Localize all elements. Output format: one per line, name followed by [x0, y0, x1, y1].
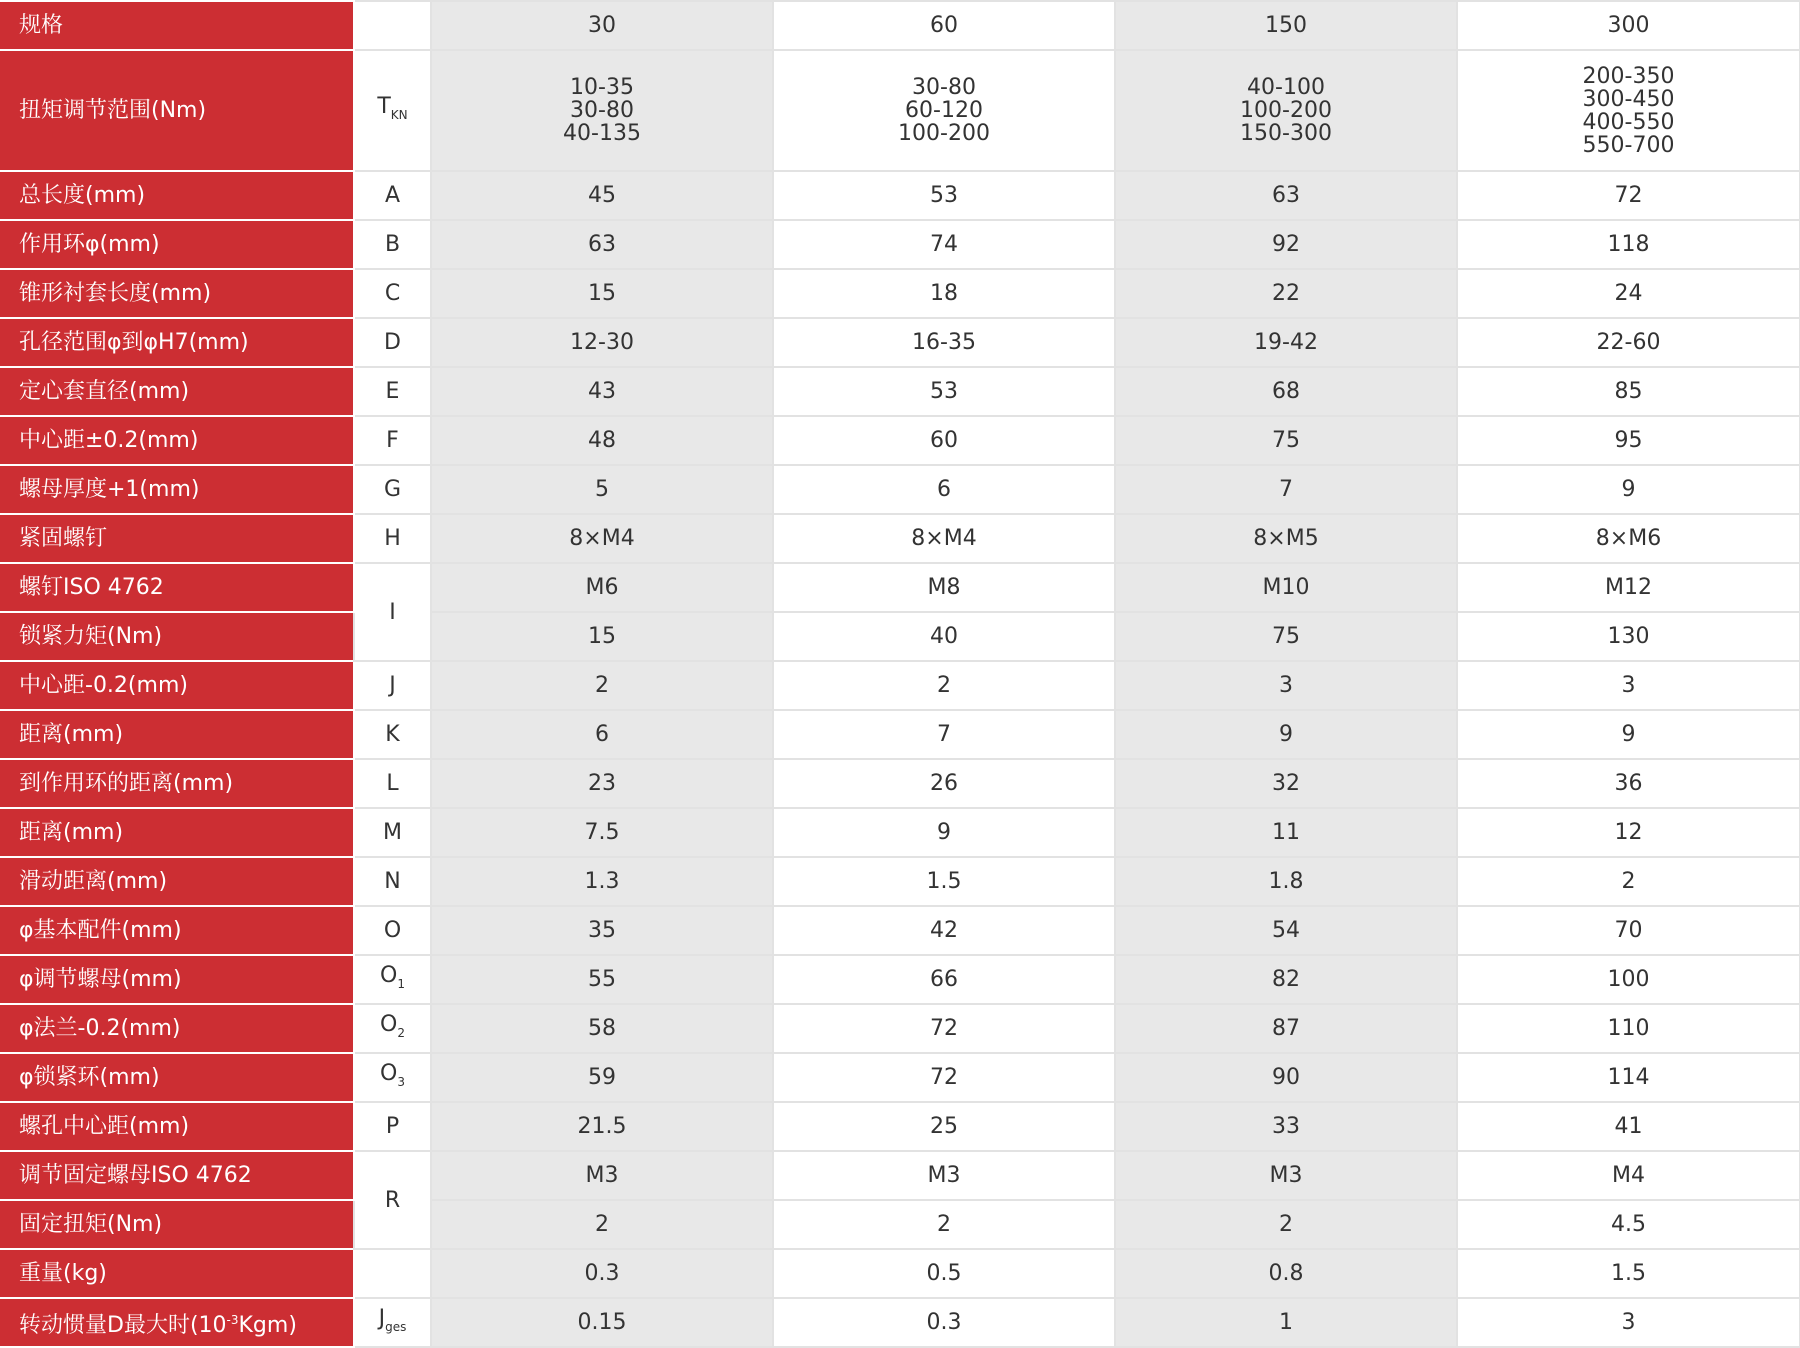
symbol-subscript: ges	[385, 1319, 407, 1334]
value-cell: 25	[773, 1102, 1115, 1151]
symbol-cell: P	[354, 1102, 431, 1151]
symbol-cell: A	[354, 171, 431, 220]
table-row	[0, 1151, 1800, 1200]
table-row	[0, 1102, 1800, 1151]
size-header: 60	[773, 1, 1115, 50]
symbol-cell: K	[354, 710, 431, 759]
symbol-cell: F	[354, 416, 431, 465]
table-row	[0, 612, 1800, 661]
table-row	[0, 710, 1800, 759]
value-cell: 85	[1457, 367, 1800, 416]
symbol-subscript: 2	[397, 1025, 405, 1040]
value-cell: 18	[773, 269, 1115, 318]
value-cell: 24	[1457, 269, 1800, 318]
range-line: 550-700	[1582, 132, 1675, 158]
row-label: 距离(mm)	[0, 710, 354, 759]
symbol-main: T	[377, 93, 391, 119]
value-cell: 7	[773, 710, 1115, 759]
symbol-cell: C	[354, 269, 431, 318]
value-cell: 12-30	[431, 318, 773, 367]
row-label: 中心距-0.2(mm)	[0, 661, 354, 710]
row-label: 定心套直径(mm)	[0, 367, 354, 416]
range-line: 300-450	[1582, 86, 1675, 112]
symbol-cell: G	[354, 465, 431, 514]
table-row	[0, 416, 1800, 465]
row-label: 螺孔中心距(mm)	[0, 1102, 354, 1151]
value-cell	[773, 50, 1115, 171]
table-row	[0, 318, 1800, 367]
symbol-cell: I	[354, 563, 431, 661]
value-cell: 100	[1457, 955, 1800, 1004]
table-row	[0, 808, 1800, 857]
value-cell: 2	[773, 1200, 1115, 1249]
table-row	[0, 1249, 1800, 1298]
value-cell: 43	[431, 367, 773, 416]
range-line: 200-350	[1582, 63, 1675, 89]
value-cell: 3	[1457, 1298, 1800, 1347]
value-cell: 95	[1457, 416, 1800, 465]
label-superscript: -3	[226, 1312, 239, 1327]
row-label: 锁紧力矩(Nm)	[0, 612, 354, 661]
label-text: Kgm)	[238, 1312, 297, 1338]
value-cell: 8×M4	[773, 514, 1115, 563]
row-label: 扭矩调节范围(Nm)	[0, 50, 354, 171]
symbol-subscript: 3	[397, 1074, 405, 1089]
value-cell: 0.3	[773, 1298, 1115, 1347]
value-cell: 15	[431, 269, 773, 318]
row-label: 滑动距离(mm)	[0, 857, 354, 906]
value-cell: 72	[773, 1053, 1115, 1102]
range-line: 150-300	[1240, 121, 1332, 146]
value-cell: 55	[431, 955, 773, 1004]
value-cell: 2	[431, 661, 773, 710]
value-cell: 6	[773, 465, 1115, 514]
range-line: 40-135	[563, 121, 641, 146]
value-cell: 40	[773, 612, 1115, 661]
value-cell: 26	[773, 759, 1115, 808]
table-row	[0, 514, 1800, 563]
symbol-cell	[354, 1053, 431, 1102]
table-row	[0, 857, 1800, 906]
value-cell: 12	[1457, 808, 1800, 857]
value-cell: 22-60	[1457, 318, 1800, 367]
table-row	[0, 465, 1800, 514]
value-cell: 16-35	[773, 318, 1115, 367]
symbol-cell: R	[354, 1151, 431, 1249]
range-line: 40-100	[1247, 75, 1325, 100]
value-cell: 7	[1115, 465, 1457, 514]
value-cell: 7.5	[431, 808, 773, 857]
size-header: 150	[1115, 1, 1457, 50]
row-label: 距离(mm)	[0, 808, 354, 857]
row-label: φ调节螺母(mm)	[0, 955, 354, 1004]
row-label: 孔径范围φ到φH7(mm)	[0, 318, 354, 367]
value-cell: 22	[1115, 269, 1457, 318]
value-cell: 0.5	[773, 1249, 1115, 1298]
symbol-main: O	[380, 1011, 398, 1037]
symbol-cell: N	[354, 857, 431, 906]
value-cell: 87	[1115, 1004, 1457, 1053]
value-cell: 1	[1115, 1298, 1457, 1347]
value-cell: 118	[1457, 220, 1800, 269]
symbol-cell	[354, 1, 431, 50]
value-cell: 54	[1115, 906, 1457, 955]
value-cell: 9	[1115, 710, 1457, 759]
value-cell: 70	[1457, 906, 1800, 955]
symbol-cell: O	[354, 906, 431, 955]
value-cell: M12	[1457, 563, 1800, 612]
value-cell: 58	[431, 1004, 773, 1053]
value-cell: 0.15	[431, 1298, 773, 1347]
value-cell: 4.5	[1457, 1200, 1800, 1249]
value-cell: M10	[1115, 563, 1457, 612]
table-row	[0, 759, 1800, 808]
row-label: 规格	[0, 1, 354, 50]
symbol-cell	[354, 955, 431, 1004]
value-cell: 59	[431, 1053, 773, 1102]
table-row	[0, 269, 1800, 318]
table-row	[0, 955, 1800, 1004]
value-cell: 32	[1115, 759, 1457, 808]
value-cell: 9	[773, 808, 1115, 857]
symbol-cell	[354, 1249, 431, 1298]
table-row	[0, 1004, 1800, 1053]
value-cell: 36	[1457, 759, 1800, 808]
value-cell: 19-42	[1115, 318, 1457, 367]
value-cell: M3	[773, 1151, 1115, 1200]
table-row	[0, 1200, 1800, 1249]
value-cell: 2	[431, 1200, 773, 1249]
size-header: 300	[1457, 1, 1800, 50]
range-line: 10-35	[570, 75, 634, 100]
range-line: 100-200	[1240, 98, 1332, 123]
value-cell: 66	[773, 955, 1115, 1004]
value-cell: 72	[773, 1004, 1115, 1053]
value-cell: 1.5	[1457, 1249, 1800, 1298]
range-line: 100-200	[898, 121, 990, 146]
row-label: φ法兰-0.2(mm)	[0, 1004, 354, 1053]
symbol-subscript: 1	[397, 976, 405, 991]
value-cell: M4	[1457, 1151, 1800, 1200]
value-cell: 92	[1115, 220, 1457, 269]
value-cell: 130	[1457, 612, 1800, 661]
value-cell: 75	[1115, 416, 1457, 465]
label-text: 转动惯量D最大时(10	[19, 1312, 227, 1338]
symbol-cell	[354, 50, 431, 171]
range-line: 60-120	[905, 98, 983, 123]
symbol-cell: B	[354, 220, 431, 269]
range-line: 30-80	[570, 98, 634, 123]
value-cell	[1457, 50, 1800, 171]
table-row	[0, 367, 1800, 416]
row-label: 螺钉ISO 4762	[0, 563, 354, 612]
value-cell: 53	[773, 171, 1115, 220]
symbol-cell: D	[354, 318, 431, 367]
value-cell: 60	[773, 416, 1115, 465]
value-cell: 82	[1115, 955, 1457, 1004]
value-cell: 74	[773, 220, 1115, 269]
symbol-cell: J	[354, 661, 431, 710]
value-cell: 1.3	[431, 857, 773, 906]
table-row	[0, 661, 1800, 710]
table-row	[0, 563, 1800, 612]
value-cell: 90	[1115, 1053, 1457, 1102]
value-cell: M8	[773, 563, 1115, 612]
table-row	[0, 1298, 1800, 1347]
value-cell: 3	[1457, 661, 1800, 710]
value-cell: 8×M5	[1115, 514, 1457, 563]
symbol-main: O	[380, 962, 398, 988]
symbol-main: O	[380, 1060, 398, 1086]
symbol-main: J	[378, 1305, 386, 1331]
value-cell: 63	[1115, 171, 1457, 220]
value-cell: 35	[431, 906, 773, 955]
value-cell: 1.8	[1115, 857, 1457, 906]
value-cell: M3	[431, 1151, 773, 1200]
table-row	[0, 50, 1800, 171]
value-cell: 8×M4	[431, 514, 773, 563]
value-cell: 75	[1115, 612, 1457, 661]
value-cell: 2	[773, 661, 1115, 710]
value-cell: 45	[431, 171, 773, 220]
value-cell: 33	[1115, 1102, 1457, 1151]
value-cell: 5	[431, 465, 773, 514]
value-cell	[431, 50, 773, 171]
table-row	[0, 171, 1800, 220]
value-cell: 48	[431, 416, 773, 465]
row-label: 螺母厚度+1(mm)	[0, 465, 354, 514]
row-label: 重量(kg)	[0, 1249, 354, 1298]
value-cell: 23	[431, 759, 773, 808]
value-cell: 2	[1457, 857, 1800, 906]
row-label: 作用环φ(mm)	[0, 220, 354, 269]
value-cell: 41	[1457, 1102, 1800, 1151]
value-cell: 2	[1115, 1200, 1457, 1249]
value-cell: 15	[431, 612, 773, 661]
range-line: 30-80	[912, 75, 976, 100]
value-cell: 42	[773, 906, 1115, 955]
row-label	[0, 1298, 354, 1347]
value-cell: 6	[431, 710, 773, 759]
row-label: 调节固定螺母ISO 4762	[0, 1151, 354, 1200]
row-label: 总长度(mm)	[0, 171, 354, 220]
symbol-cell: E	[354, 367, 431, 416]
row-label: φ锁紧环(mm)	[0, 1053, 354, 1102]
symbol-cell: L	[354, 759, 431, 808]
value-cell: M6	[431, 563, 773, 612]
value-cell: M3	[1115, 1151, 1457, 1200]
row-label: 中心距±0.2(mm)	[0, 416, 354, 465]
value-cell: 72	[1457, 171, 1800, 220]
row-label: 到作用环的距离(mm)	[0, 759, 354, 808]
header-row	[0, 1, 1800, 50]
symbol-subscript: KN	[390, 107, 408, 122]
value-cell: 110	[1457, 1004, 1800, 1053]
value-cell: 53	[773, 367, 1115, 416]
value-cell: 9	[1457, 465, 1800, 514]
value-cell: 0.8	[1115, 1249, 1457, 1298]
value-cell: 11	[1115, 808, 1457, 857]
row-label: 锥形衬套长度(mm)	[0, 269, 354, 318]
symbol-cell	[354, 1298, 431, 1347]
row-label: 固定扭矩(Nm)	[0, 1200, 354, 1249]
value-cell: 1.5	[773, 857, 1115, 906]
value-cell: 68	[1115, 367, 1457, 416]
size-header: 30	[431, 1, 773, 50]
range-line: 400-550	[1582, 109, 1675, 135]
symbol-cell: M	[354, 808, 431, 857]
value-cell	[1115, 50, 1457, 171]
row-label: φ基本配件(mm)	[0, 906, 354, 955]
value-cell: 9	[1457, 710, 1800, 759]
table-row	[0, 220, 1800, 269]
symbol-cell	[354, 1004, 431, 1053]
value-cell: 3	[1115, 661, 1457, 710]
value-cell: 21.5	[431, 1102, 773, 1151]
value-cell: 63	[431, 220, 773, 269]
row-label: 紧固螺钉	[0, 514, 354, 563]
value-cell: 0.3	[431, 1249, 773, 1298]
table-row	[0, 906, 1800, 955]
symbol-cell: H	[354, 514, 431, 563]
value-cell: 114	[1457, 1053, 1800, 1102]
table-row	[0, 1053, 1800, 1102]
value-cell: 8×M6	[1457, 514, 1800, 563]
